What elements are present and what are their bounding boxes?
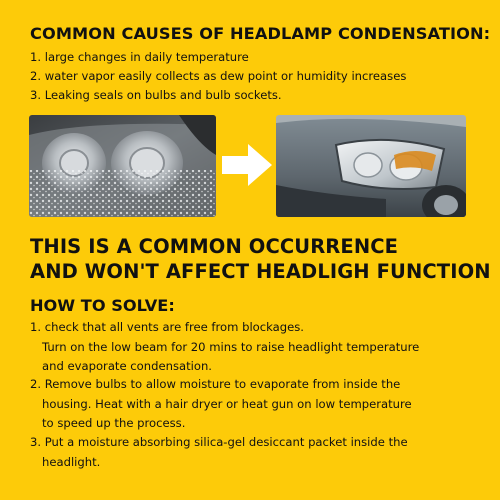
cause-item: 3. Leaking seals on bulbs and bulb sockets.	[30, 88, 282, 102]
step-line: headlight.	[42, 454, 101, 469]
cause-item: 2. water vapor easily collects as dew point or humidity increases	[30, 69, 407, 83]
step-line: to speed up the process.	[42, 416, 186, 430]
step-line: 1. check that all vents are free from blockages.	[30, 320, 304, 334]
cause-item: 1. large changes in daily temperature	[30, 50, 249, 64]
clear-headlamp-image	[276, 115, 466, 217]
foggy-headlamp-photo	[29, 115, 216, 217]
step-line: housing. Heat with a hair dryer or heat gun on low temperature	[42, 396, 412, 411]
right-arrow-icon	[220, 142, 274, 188]
solution-step	[30, 318, 419, 377]
headline-line-2: AND WON'T AFFECT HEADLIGH FUNCTION	[30, 260, 491, 283]
how-to-solve-title: HOW TO SOLVE:	[30, 296, 175, 315]
foggy-headlamp-image	[29, 115, 216, 217]
solution-step	[30, 375, 412, 434]
causes-title: COMMON CAUSES OF HEADLAMP CONDENSATION:	[30, 24, 491, 43]
step-line: and evaporate condensation.	[42, 359, 212, 373]
step-line: 2. Remove bulbs to allow moisture to evaporate from inside the	[30, 377, 401, 391]
step-line: 3. Put a moisture absorbing silica-gel desiccant packet inside the	[30, 435, 408, 449]
step-line: Turn on the low beam for 20 mins to raise headlight temperature	[42, 339, 420, 354]
clear-headlamp-photo	[276, 115, 466, 217]
headline-line-1: THIS IS A COMMON OCCURRENCE	[30, 235, 399, 258]
solution-step	[30, 433, 408, 472]
